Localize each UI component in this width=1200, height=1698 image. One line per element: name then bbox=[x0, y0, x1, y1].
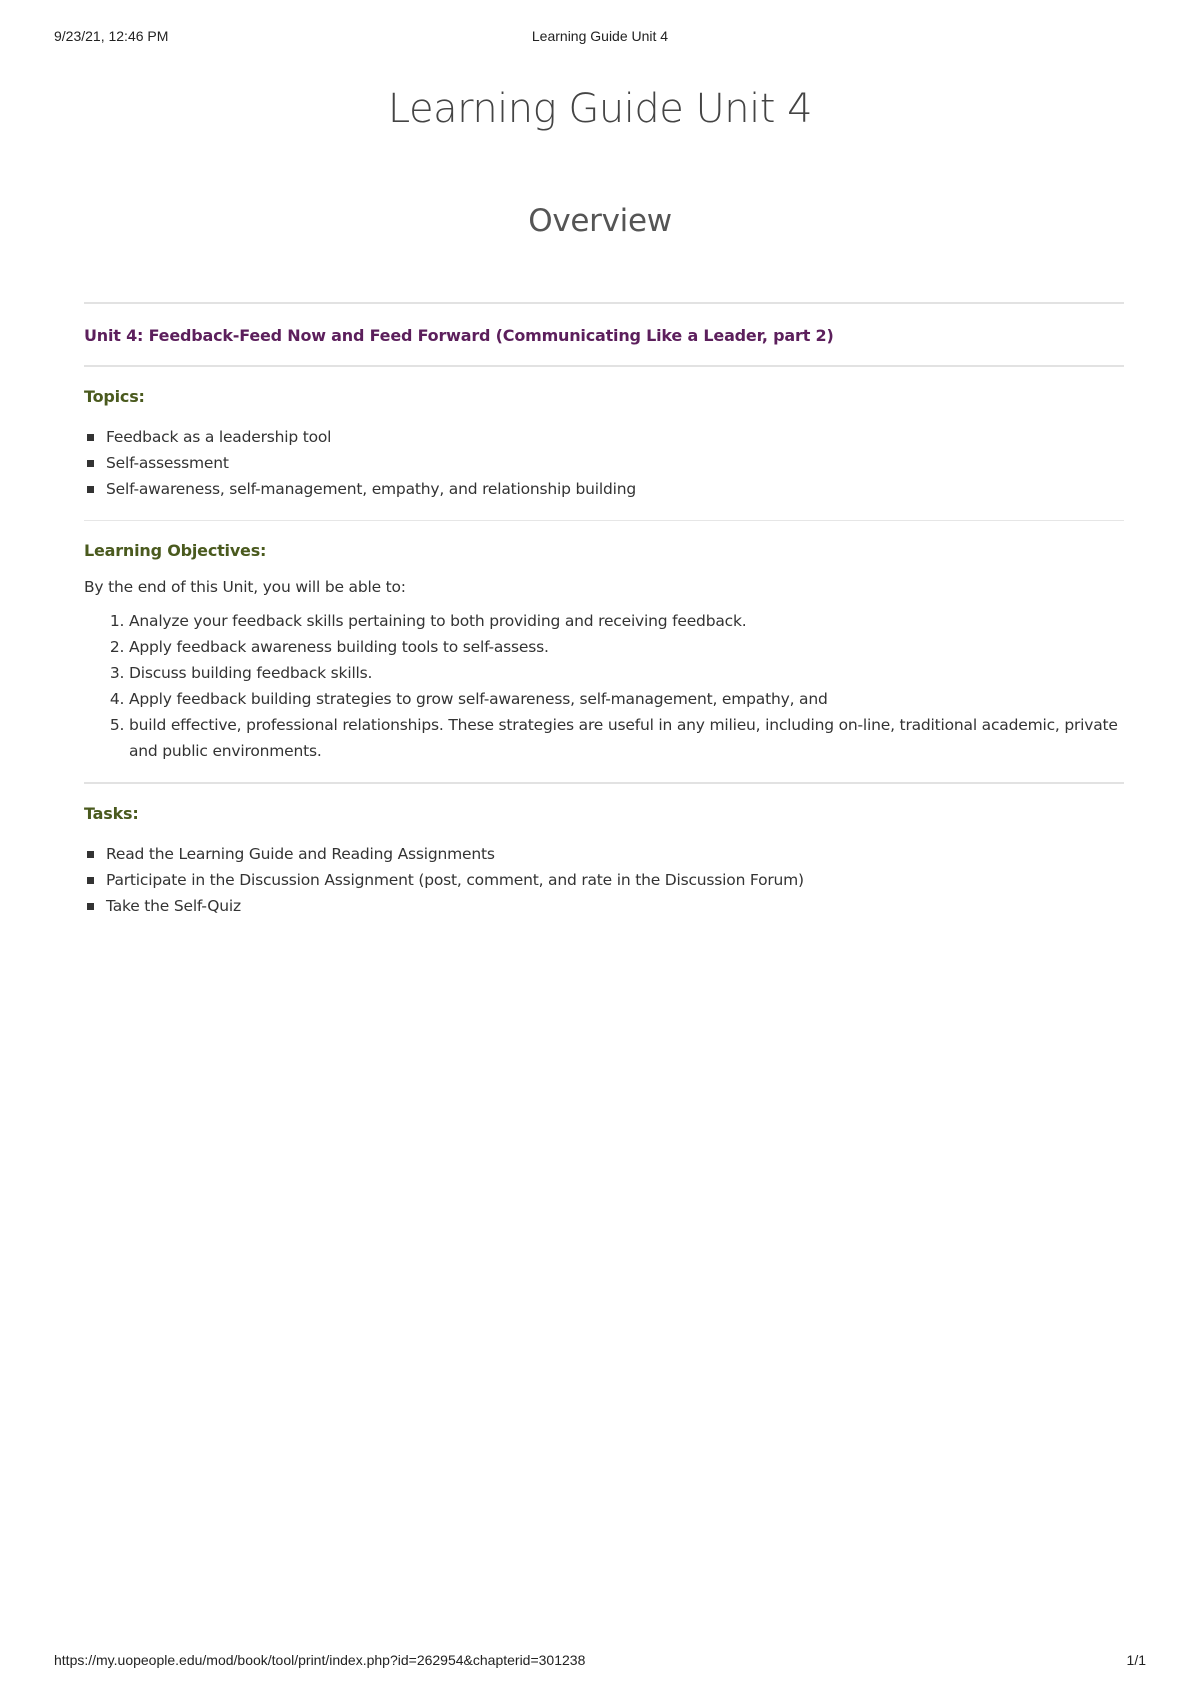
print-header-title: Learning Guide Unit 4 bbox=[531, 28, 669, 44]
print-footer bbox=[54, 1652, 1146, 1672]
topics-heading: Topics: bbox=[84, 387, 145, 406]
list-item: Participate in the Discussion Assignment (post, comment, and rate in the Discussion Forum) bbox=[84, 867, 1124, 893]
list-item: Take the Self-Quiz bbox=[84, 893, 1124, 919]
topics-list bbox=[84, 424, 1124, 502]
list-item: Self-assessment bbox=[84, 450, 1124, 476]
page-number: 1/1 bbox=[1126, 1652, 1146, 1668]
objectives-heading: Learning Objectives: bbox=[84, 541, 267, 560]
square-bullet-icon bbox=[87, 877, 94, 884]
list-item: 3. Discuss building feedback skills. bbox=[129, 660, 1124, 686]
divider bbox=[84, 302, 1124, 304]
list-item: Read the Learning Guide and Reading Assignments bbox=[84, 841, 1124, 867]
square-bullet-icon bbox=[87, 486, 94, 493]
print-date: 9/23/21, 12:46 PM bbox=[54, 28, 169, 44]
page-title: Learning Guide Unit 4 bbox=[387, 86, 813, 132]
list-item: 1. Analyze your feedback skills pertaining to both providing and receiving feedback. bbox=[129, 608, 1124, 634]
divider bbox=[84, 782, 1124, 784]
main-content bbox=[84, 302, 1124, 937]
list-item: 4. Apply feedback building strategies to grow self-awareness, self-management, empathy, and bbox=[129, 686, 1124, 712]
list-item: 2. Apply feedback awareness building tools to self-assess. bbox=[129, 634, 1124, 660]
objectives-list bbox=[84, 608, 1124, 764]
list-item: Self-awareness, self-management, empathy, and relationship building bbox=[84, 476, 1124, 502]
square-bullet-icon bbox=[87, 851, 94, 858]
objectives-intro: By the end of this Unit, you will be able to: bbox=[84, 578, 406, 596]
page-subtitle: Overview bbox=[528, 203, 672, 239]
divider bbox=[84, 520, 1124, 521]
unit-heading: Unit 4: Feedback-Feed Now and Feed Forward (Communicating Like a Leader, part 2) bbox=[84, 326, 834, 345]
divider bbox=[84, 365, 1124, 367]
tasks-list bbox=[84, 841, 1124, 919]
print-header bbox=[54, 28, 1146, 48]
square-bullet-icon bbox=[87, 434, 94, 441]
list-item: 5. build effective, professional relationships. These strategies are useful in any milieu, including on-line, traditional academic, private and public environments. bbox=[129, 712, 1124, 764]
print-url: https://my.uopeople.edu/mod/book/tool/print/index.php?id=262954&chapterid=301238 bbox=[54, 1652, 586, 1668]
tasks-heading: Tasks: bbox=[84, 804, 139, 823]
square-bullet-icon bbox=[87, 903, 94, 910]
square-bullet-icon bbox=[87, 460, 94, 467]
list-item: Feedback as a leadership tool bbox=[84, 424, 1124, 450]
